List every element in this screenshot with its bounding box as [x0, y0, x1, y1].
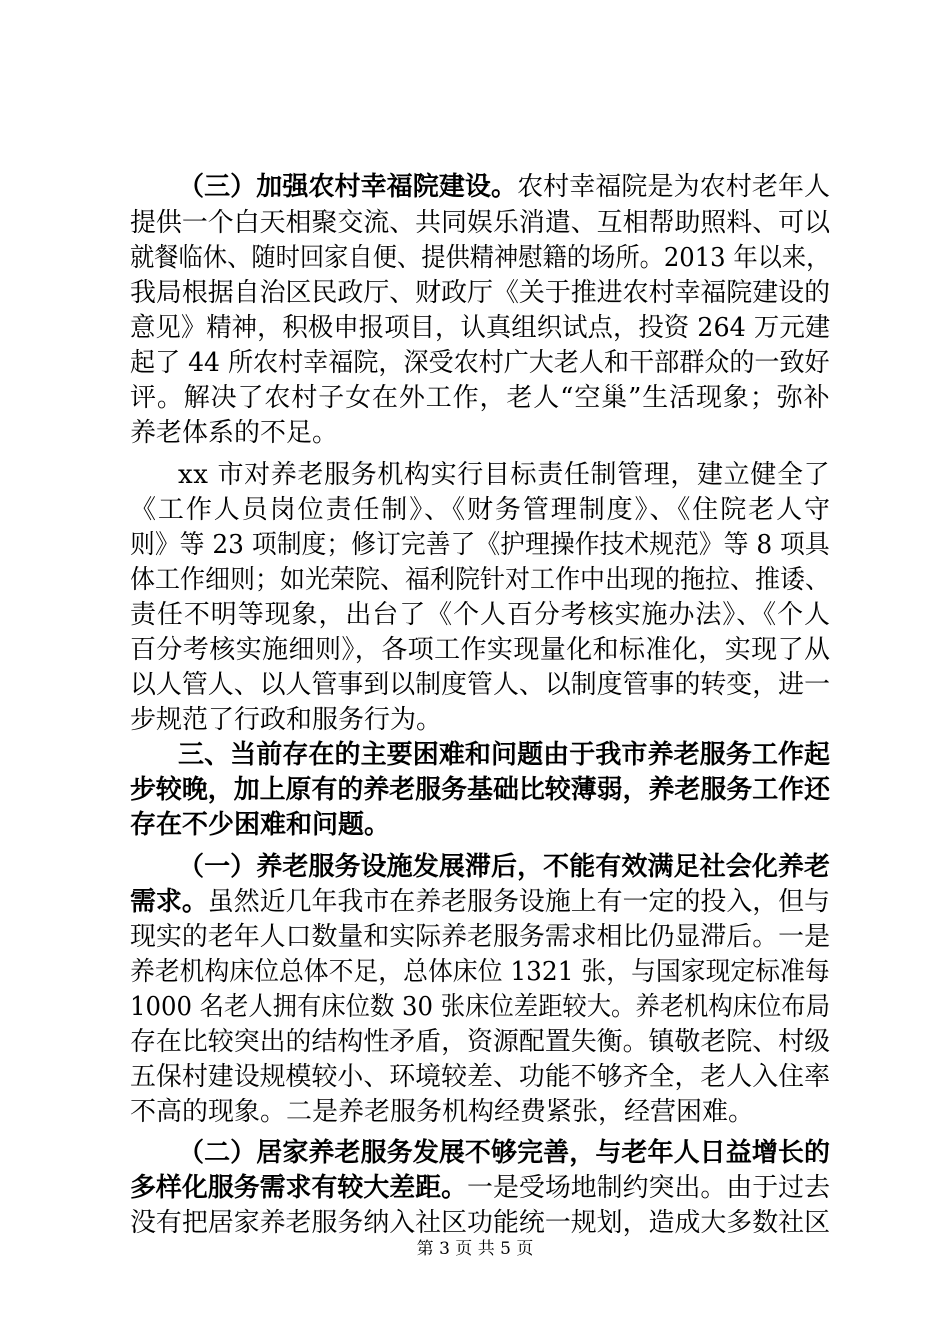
text-line	[130, 243, 830, 273]
text-line	[130, 495, 832, 525]
text-line	[130, 810, 390, 840]
body-text: 现实的老年人口数量和实际养老服务需求相比仍显滞后。一是	[130, 922, 831, 952]
text-line	[130, 992, 830, 1022]
text-line	[130, 922, 830, 952]
body-text: 我局根据自治区民政厅、财政厅《关于推进农村幸福院建设的	[130, 278, 831, 308]
text-line	[130, 1027, 830, 1057]
text-line	[130, 705, 442, 735]
text-line	[130, 530, 830, 560]
body-text: 养老体系的不足。	[130, 418, 339, 448]
body-text: 百分考核实施细则》，各项工作实现量化和标准化，实现了从	[130, 635, 831, 665]
body-text: 五保村建设规模较小、环境较差、功能不够齐全，老人入住率	[130, 1062, 831, 1092]
text-line	[130, 418, 338, 448]
bold-text: 多样化服务需求有较大差距。	[130, 1173, 468, 1203]
text-line	[130, 775, 830, 805]
body-text: 就餐临休、随时回家自便、提供精神慰籍的场所。2013 年以来，	[130, 243, 831, 273]
body-text: 以人管人、以人管事到以制度管人、以制度管事的转变，进一	[130, 670, 831, 700]
text-line	[178, 460, 830, 490]
bold-text: （二）居家养老服务发展不够完善，与老年人日益增长的	[178, 1138, 831, 1168]
text-line	[130, 278, 830, 308]
text-line	[178, 740, 830, 770]
bold-text: 步较晚，加上原有的养老服务基础比较薄弱，养老服务工作还	[130, 775, 831, 805]
text-line	[130, 1097, 754, 1127]
text-line	[130, 1208, 830, 1238]
body-text: 则》等 23 项制度；修订完善了《护理操作技术规范》等 8 项具	[130, 530, 830, 560]
body-text: 《工作人员岗位责任制》、《财务管理制度》、《住院老人守	[130, 495, 832, 525]
bold-text: （一）养老服务设施发展滞后，不能有效满足社会化养老	[178, 852, 831, 882]
bold-text: 需求。	[130, 887, 208, 917]
text-line	[130, 383, 830, 413]
body-text: 起了 44 所农村幸福院，深受农村广大老人和干部群众的一致好	[130, 348, 830, 378]
text-line	[178, 852, 830, 882]
body-text: 提供一个白天相聚交流、共同娱乐消遣、互相帮助照料、可以	[130, 208, 831, 238]
body-text: 步规范了行政和服务行为。	[130, 705, 443, 735]
body-text: 存在比较突出的结构性矛盾，资源配置失衡。镇敬老院、村级	[130, 1027, 831, 1057]
text-line	[130, 600, 831, 630]
body-text: xx 市对养老服务机构实行目标责任制管理，建立健全了	[178, 460, 831, 490]
text-line	[178, 1138, 830, 1168]
text-line	[130, 1062, 830, 1092]
body-text: 农村幸福院是为农村老年人	[517, 172, 831, 202]
text-line	[130, 635, 830, 665]
page-footer: 第 3 页 共 5 页	[416, 1239, 534, 1259]
text-line	[130, 1173, 830, 1203]
text-line	[130, 887, 830, 917]
body-text: 评。解决了农村子女在外工作，老人“空巢”生活现象；弥补	[130, 383, 831, 413]
body-text: 虽然近几年我市在养老服务设施上有一定的投入，但与	[207, 887, 831, 917]
body-text: 养老机构床位总体不足，总体床位 1321 张，与国家现定标准每	[130, 957, 830, 987]
bold-text: 存在不少困难和问题。	[130, 810, 391, 840]
body-text: 1000 名老人拥有床位数 30 张床位差距较大。养老机构床位布局	[130, 992, 831, 1022]
text-line	[130, 313, 830, 343]
text-line	[130, 957, 830, 987]
body-text: 没有把居家养老服务纳入社区功能统一规划，造成大多数社区	[130, 1208, 831, 1238]
text-line	[130, 565, 830, 595]
body-text: 体工作细则；如光荣院、福利院针对工作中出现的拖拉、推诿、	[130, 565, 831, 595]
bold-text: （三）加强农村幸福院建设。	[178, 172, 518, 202]
body-text: 责任不明等现象，出台了《个人百分考核实施办法》、《个人	[130, 600, 831, 630]
bold-text: 三、当前存在的主要困难和问题由于我市养老服务工作起	[178, 740, 831, 770]
text-line	[130, 208, 830, 238]
body-text: 意见》精神，积极申报项目，认真组织试点，投资 264 万元建	[130, 313, 831, 343]
text-line	[130, 670, 830, 700]
body-text: 不高的现象。二是养老服务机构经费紧张，经营困难。	[130, 1097, 755, 1127]
body-text: 一是受场地制约突出。由于过去	[467, 1173, 831, 1203]
text-line	[130, 348, 830, 378]
text-line	[178, 172, 830, 202]
